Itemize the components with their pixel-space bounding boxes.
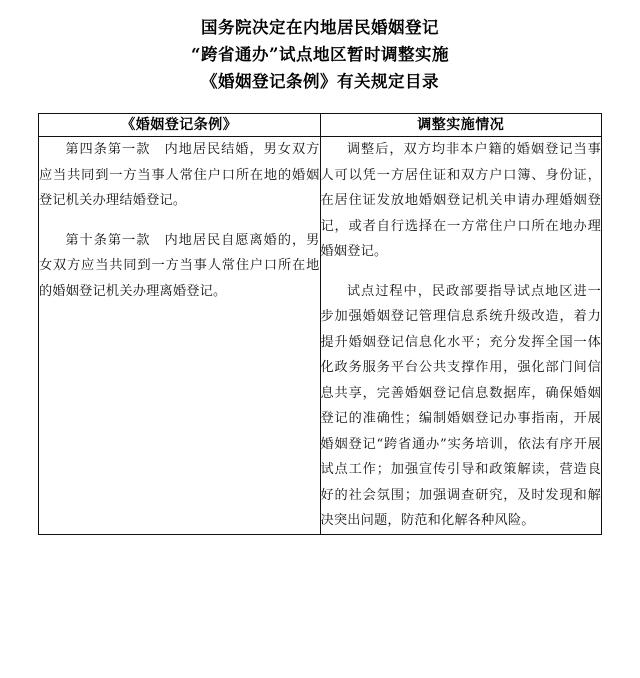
cell-adjustment-text — [320, 137, 602, 535]
regulation-adjustment-table — [38, 113, 602, 535]
adjustment-paragraph-1: 调整后，双方均非本户籍的婚姻登记当事人可以凭一方居住证和双方户口簿、身份证，在居住证发放地婚姻登记机关申请办理婚姻登记，或者自行选择在一方常住户口所在地办理婚姻登记。 — [320, 142, 601, 259]
column-header-adjustment: 调整实施情况 — [320, 114, 602, 137]
table-row — [39, 137, 602, 535]
regulation-paragraph-1: 第四条第一款 内地居民结婚，男女双方应当共同到一方当事人常住户口所在地的婚姻登记机关办理结婚登记。 — [39, 142, 320, 208]
table-header-row — [39, 114, 602, 137]
document-title — [38, 14, 602, 95]
adjustment-paragraph-2: 试点过程中，民政部要指导试点地区进一步加强婚姻登记管理信息系统升级改造，着力提升婚姻登记信息化水平；充分发挥全国一体化政务服务平台公共支撑作用，强化部门间信息共享，完善婚姻登记信息数据库，确保婚姻登记的准确性；编制婚姻登记办事指南，开展婚姻登记“跨省通办”实务培训，依法有序开展试点工作；加强宣传引导和政策解读，营造良好的社会氛围；加强调查研究，及时发现和解决突出问题，防范和化解各种风险。 — [320, 283, 601, 528]
title-line-1: 国务院决定在内地居民婚姻登记 — [201, 18, 439, 37]
title-line-2: “跨省通办”试点地区暂时调整实施 — [191, 45, 449, 64]
cell-regulation-text — [39, 137, 321, 535]
title-line-3: 《婚姻登记条例》有关规定目录 — [201, 72, 439, 91]
regulation-paragraph-2: 第十条第一款 内地居民自愿离婚的，男女双方应当共同到一方当事人常住户口所在地的婚姻登记机关办理离婚登记。 — [39, 232, 320, 299]
column-header-regulation: 《婚姻登记条例》 — [39, 114, 321, 137]
